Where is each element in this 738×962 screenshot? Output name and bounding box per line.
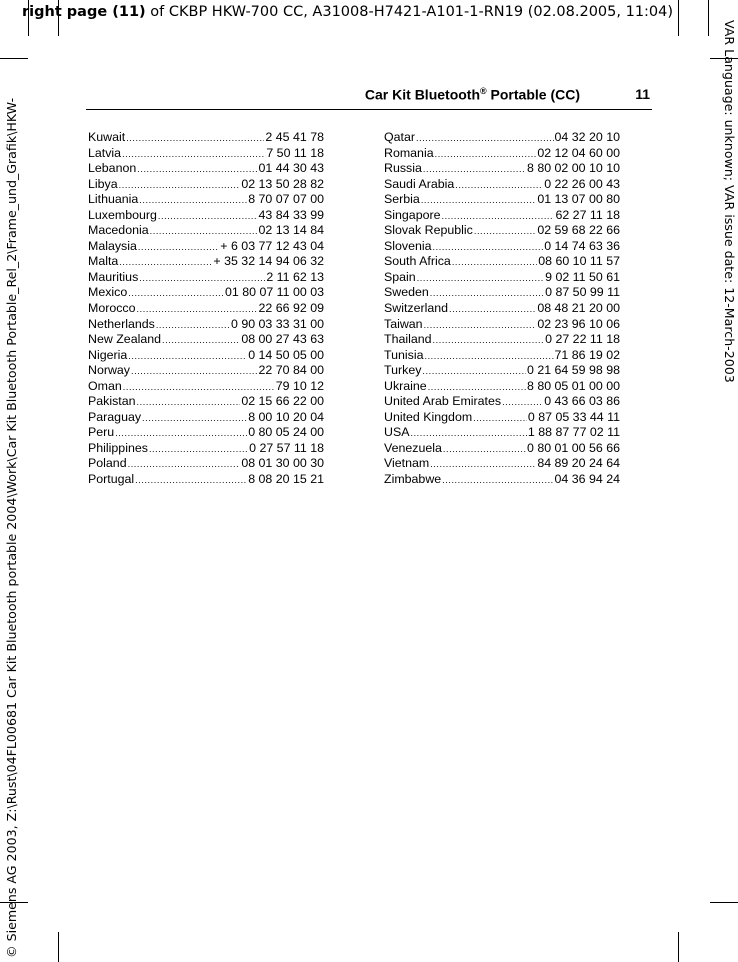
hotline-row [384, 317, 620, 333]
copyright-margin-text: © Siemens AG 2003, Z:\Rust\04FL00681 Car Kit Bluetooth portable 2004\Work\Car Kit Bluetooth Portable_Rel_2\Frame_und_Grafik\HKW- [4, 97, 19, 958]
country-name: Qatar [384, 130, 415, 144]
country-name: Venezuela [384, 440, 442, 455]
country-name: Kuwait [88, 130, 126, 144]
dot-leader [455, 181, 543, 190]
hotline-row [88, 379, 324, 395]
hotline-row [88, 472, 324, 488]
country-name: Romania [384, 145, 434, 160]
hotline-row [384, 301, 620, 317]
print-info-page: right page (11) [22, 4, 146, 20]
page-header [86, 86, 652, 108]
hotline-row [88, 394, 324, 410]
country-name: Paraguay [88, 409, 142, 424]
phone-number: 0 87 05 33 44 11 [527, 409, 620, 424]
hotline-row [384, 130, 620, 146]
country-name: Slovak Republic [384, 223, 473, 238]
phone-number: 8 70 07 07 00 [248, 192, 324, 207]
dot-leader [474, 227, 536, 236]
country-name: Singapore [384, 207, 441, 222]
country-name: Taiwan [384, 316, 423, 331]
dot-leader [137, 305, 258, 314]
phone-number: 02 13 50 28 82 [241, 176, 324, 191]
country-name: Sweden [384, 285, 429, 300]
phone-number: 02 15 66 22 00 [241, 394, 324, 409]
country-name: Latvia [88, 145, 122, 160]
dot-leader [424, 321, 537, 330]
dot-leader [428, 383, 526, 392]
dot-leader [424, 352, 553, 361]
hotline-row [88, 301, 324, 317]
hotline-row [88, 192, 324, 208]
country-name: United Kingdom [384, 409, 473, 424]
hotline-row [88, 285, 324, 301]
hotline-row [88, 348, 324, 364]
hotline-row [88, 363, 324, 379]
dot-leader [119, 181, 241, 190]
country-name: Russia [384, 161, 422, 176]
phone-number: 84 89 20 24 64 [537, 456, 620, 471]
dot-leader [430, 460, 536, 469]
dot-leader [137, 165, 257, 174]
dot-leader [442, 212, 555, 221]
phone-number: 79 10 12 [275, 378, 324, 393]
crop-mark [710, 902, 738, 903]
dot-leader [423, 165, 526, 174]
hotline-row [384, 363, 620, 379]
phone-number: 01 13 07 00 80 [537, 192, 620, 207]
hotline-row [384, 332, 620, 348]
dot-leader [150, 227, 258, 236]
country-name: Portugal [88, 472, 135, 487]
phone-number: 0 43 66 03 86 [544, 394, 620, 409]
crop-mark [58, 932, 59, 962]
hotline-row [384, 254, 620, 270]
hotline-row [88, 208, 324, 224]
dot-leader [433, 336, 545, 345]
dot-leader [135, 476, 247, 485]
hotline-row [384, 239, 620, 255]
country-name: Philippines [88, 440, 148, 455]
hotline-row [88, 177, 324, 193]
country-name: Saudi Arabia [384, 176, 455, 191]
hotline-row [384, 223, 620, 239]
phone-number: 43 84 33 99 [258, 207, 324, 222]
phone-number: 0 80 01 00 56 66 [526, 440, 620, 455]
phone-number: 2 45 41 78 [265, 130, 324, 144]
country-name: Malaysia [88, 238, 137, 253]
phone-number: 01 44 30 43 [258, 161, 324, 176]
country-name: Malta [88, 254, 119, 269]
dot-leader [119, 258, 212, 267]
country-name: Ukraine [384, 378, 427, 393]
hotline-row [384, 146, 620, 162]
country-name: Poland [88, 456, 127, 471]
phone-number: 02 12 04 60 00 [537, 145, 620, 160]
hotline-row [384, 425, 620, 441]
country-name: Slovenia [384, 238, 432, 253]
dot-leader [115, 429, 247, 438]
country-name: Tunisia [384, 347, 424, 362]
phone-number: 04 32 20 10 [554, 130, 620, 144]
dot-leader [433, 243, 544, 252]
print-info-line [22, 4, 712, 20]
dot-leader [131, 367, 258, 376]
dot-leader [421, 196, 536, 205]
phone-number: + 6 03 77 12 43 04 [220, 238, 324, 253]
dot-leader [442, 476, 553, 485]
dot-leader [126, 134, 264, 143]
phone-number: 08 00 27 43 63 [241, 332, 324, 347]
dot-leader [410, 429, 526, 438]
country-name: Pakistan [88, 394, 136, 409]
dot-leader [473, 414, 527, 423]
phone-number: 8 08 20 15 21 [248, 472, 324, 487]
hotline-row [384, 348, 620, 364]
hotline-row [88, 317, 324, 333]
country-name: Oman [88, 378, 122, 393]
phone-number: + 35 32 14 94 06 32 [213, 254, 324, 269]
dot-leader [123, 383, 275, 392]
dot-leader [128, 460, 241, 469]
dot-leader [502, 398, 543, 407]
phone-number: 0 87 50 99 11 [545, 285, 620, 300]
page-number: 11 [635, 86, 650, 102]
dot-leader [158, 212, 258, 221]
hotline-row [384, 177, 620, 193]
phone-number: 0 27 22 11 18 [545, 332, 620, 347]
country-name: Serbia [384, 192, 420, 207]
dot-leader [128, 352, 247, 361]
phone-number: 1 88 87 77 02 11 [527, 425, 620, 440]
hotline-list-left [88, 130, 324, 488]
country-name: Macedonia [88, 223, 149, 238]
phone-number: 04 36 94 24 [554, 472, 620, 487]
dot-leader [449, 305, 536, 314]
country-name: Mauritius [88, 269, 139, 284]
header-title: Car Kit Bluetooth® Portable (CC) [364, 86, 580, 103]
registered-mark: ® [480, 86, 487, 96]
phone-number: 02 59 68 22 66 [537, 223, 620, 238]
phone-number: 0 14 50 05 00 [248, 347, 324, 362]
dot-leader [128, 289, 224, 298]
dot-leader [435, 150, 537, 159]
dot-leader [139, 274, 265, 283]
country-name: Morocco [88, 301, 136, 316]
phone-number: 71 86 19 02 [554, 347, 620, 362]
country-name: Lithuania [88, 192, 139, 207]
country-name: Netherlands [88, 316, 155, 331]
dot-leader [417, 274, 544, 283]
print-info-details: of CKBP HKW-700 CC, A31008-H7421-A101-1-RN19 (02.08.2005, 11:04) [145, 4, 674, 20]
hotline-row [384, 441, 620, 457]
phone-number: 0 22 26 00 43 [544, 176, 620, 191]
var-margin-text: VAR Language: unknown; VAR issue date: 12-March-2003 [722, 20, 737, 383]
phone-number: 62 27 11 18 [555, 207, 620, 222]
dot-leader [162, 336, 240, 345]
crop-mark [678, 932, 679, 962]
phone-number: 0 80 05 24 00 [248, 425, 324, 440]
dot-leader [452, 258, 537, 267]
phone-number: 2 11 62 13 [266, 269, 324, 284]
country-name: Switzerland [384, 301, 449, 316]
country-name: Turkey [384, 363, 422, 378]
crop-mark [0, 58, 28, 59]
dot-leader [139, 196, 247, 205]
phone-number: 08 01 30 00 30 [241, 456, 324, 471]
country-name: USA [384, 425, 410, 440]
phone-number: 0 21 64 59 98 98 [526, 363, 620, 378]
phone-number: 7 50 11 18 [266, 145, 324, 160]
hotline-row [88, 239, 324, 255]
dot-leader [122, 150, 265, 159]
hotline-row [88, 441, 324, 457]
hotline-row [384, 285, 620, 301]
hotline-row [384, 394, 620, 410]
phone-number: 9 02 11 50 61 [545, 269, 620, 284]
country-name: New Zealand [88, 332, 162, 347]
phone-number: 02 13 14 84 [258, 223, 324, 238]
hotline-row [88, 456, 324, 472]
phone-number: 22 66 92 09 [258, 301, 324, 316]
phone-number: 8 80 05 01 00 00 [526, 378, 620, 393]
header-rule [86, 109, 652, 110]
phone-number: 8 00 10 20 04 [248, 409, 324, 424]
dot-leader [137, 398, 241, 407]
country-name: Vietnam [384, 456, 430, 471]
hotline-row [88, 410, 324, 426]
hotline-row [384, 472, 620, 488]
hotline-row [384, 192, 620, 208]
dot-leader [149, 445, 248, 454]
country-name: Libya [88, 176, 118, 191]
hotline-row [88, 130, 324, 146]
phone-number: 08 48 21 20 00 [537, 301, 620, 316]
hotline-row [88, 161, 324, 177]
dot-leader [422, 367, 526, 376]
phone-number: 01 80 07 11 00 03 [225, 285, 324, 300]
country-name: South Africa [384, 254, 451, 269]
country-name: Norway [88, 363, 130, 378]
hotline-row [384, 208, 620, 224]
hotline-row [88, 425, 324, 441]
hotline-row [88, 146, 324, 162]
dot-leader [430, 289, 544, 298]
dot-leader [416, 134, 554, 143]
dot-leader [443, 445, 526, 454]
hotline-row [384, 270, 620, 286]
hotline-row [88, 332, 324, 348]
phone-number: 08 60 10 11 57 [538, 254, 620, 269]
phone-number: 22 70 84 00 [258, 363, 324, 378]
hotline-row [88, 223, 324, 239]
country-name: Mexico [88, 285, 128, 300]
hotline-row [88, 254, 324, 270]
dot-leader [142, 414, 247, 423]
hotline-row [88, 270, 324, 286]
country-name: Luxembourg [88, 207, 157, 222]
dot-leader [156, 321, 230, 330]
country-name: Spain [384, 269, 416, 284]
hotline-row [384, 379, 620, 395]
phone-number: 02 23 96 10 06 [537, 316, 620, 331]
dot-leader [138, 243, 219, 252]
hotline-row [384, 410, 620, 426]
hotline-row [384, 161, 620, 177]
country-name: Lebanon [88, 161, 137, 176]
country-name: United Arab Emirates [384, 394, 502, 409]
phone-number: 0 90 03 33 31 00 [230, 316, 324, 331]
country-name: Nigeria [88, 347, 128, 362]
phone-number: 0 14 74 63 36 [544, 238, 620, 253]
phone-number: 0 27 57 11 18 [249, 440, 324, 455]
country-name: Peru [88, 425, 115, 440]
hotline-row [384, 456, 620, 472]
hotline-list-right [384, 130, 620, 488]
country-name: Thailand [384, 332, 432, 347]
phone-number: 8 80 02 00 10 10 [526, 161, 620, 176]
country-name: Zimbabwe [384, 472, 442, 487]
